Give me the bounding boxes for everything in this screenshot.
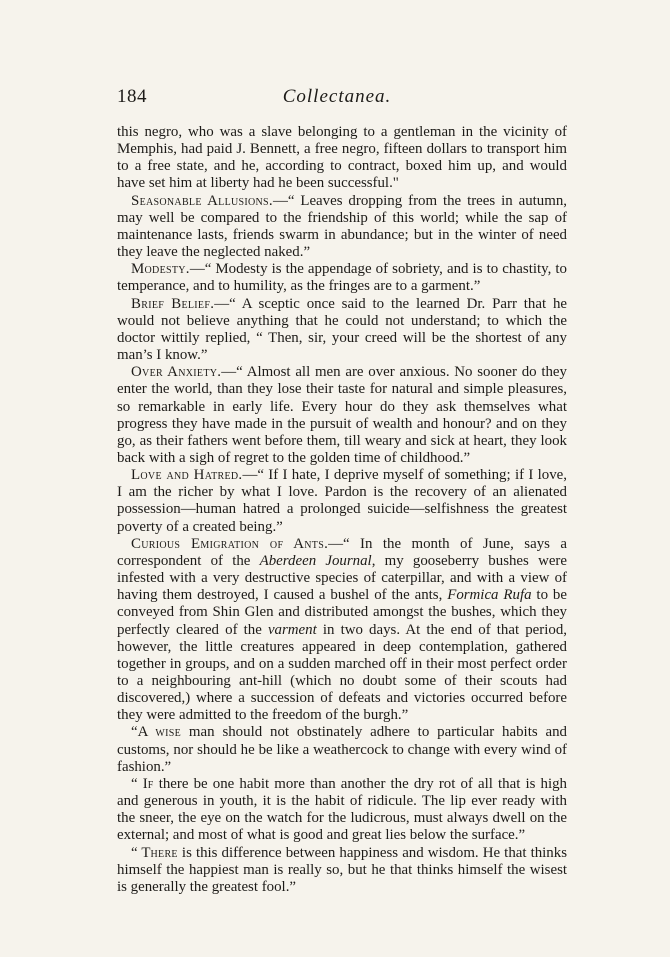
paragraph-lead: “ T bbox=[131, 844, 151, 861]
paragraph-modesty bbox=[117, 261, 567, 295]
paragraph-wise-man bbox=[117, 724, 567, 775]
paragraph-lead: “A bbox=[131, 724, 156, 741]
paragraph-continuation bbox=[117, 124, 567, 193]
paragraph-text: —“ Leaves dropping from the trees in autumn, may well be compared to the friendship of this world; while the sap of maintenance lasts, friends swarm in abundance; but in the winter of need they leave the neglected naked.” bbox=[117, 192, 567, 261]
running-title: Collectanea. bbox=[282, 86, 392, 107]
paragraph-text: —“ Modesty is the appendage of sobriety, and is to chastity, to temperance, and to humility, as the fringes are to a garment.” bbox=[117, 261, 567, 295]
paragraph-over-anxiety bbox=[117, 364, 567, 467]
page-header bbox=[117, 86, 557, 110]
italic-species-name: Formica Rufa bbox=[447, 587, 532, 604]
paragraph-happiness-and-wisdom bbox=[117, 845, 567, 896]
paragraph-text: this negro, who was a slave belonging to a gentleman in the vicinity of Memphis, had paid J. Bennett, a free negro, fifteen dollars to transport him to a free state, and he, according to contract, boxed him up, and would have set him at liberty had he been successful." bbox=[117, 124, 567, 192]
body-text bbox=[117, 124, 567, 896]
paragraph-heading: Modesty. bbox=[131, 261, 190, 278]
paragraph-love-and-hatred bbox=[117, 467, 567, 536]
paragraph-text: —“ In the month of June, says a correspondent of the bbox=[117, 535, 567, 569]
paragraph-seasonable-allusions bbox=[117, 193, 567, 262]
paragraph-text: is this difference between happiness and wisdom. He that thinks himself the happiest man is really so, but he that thinks himself the wisest is generally the greatest fool.” bbox=[117, 844, 567, 895]
paragraph-lead: “ I bbox=[131, 775, 148, 792]
paragraph-text: —“ A sceptic once said to the learned Dr. Parr that he would not believe anything that he could not understand; to which the doctor wittily replied, “ Then, sir, your creed will be the shortest of any man’s I know.” bbox=[117, 295, 567, 364]
paragraph-text: , my gooseberry bushes were infested with a very destructive species of caterpillar, and with a view of having them destroyed, I caused a bushel of the ants, bbox=[117, 552, 567, 604]
paragraph-text: in two days. At the end of that period, however, the little creatures appeared in deep contemplation, gathered together in groups, and on a sudden marched off in their most perfect order to a neighbouring ant-hill (which no doubt some of their scouts had discovered,) where a succession of defeats and victories occurred before they were admitted to the freedom of the burgh.” bbox=[117, 621, 567, 724]
italic-word: varment bbox=[267, 621, 317, 638]
paragraph-text: —“ If I hate, I deprive myself of something; if I love, I am the richer by what I love. Pardon is the recovery of an alienated possession—human hatred a prolonged suicide—selfishness the greatest poverty of a created being.” bbox=[117, 467, 567, 535]
paragraph-habit-of-ridicule bbox=[117, 776, 567, 845]
paragraph-heading: Seasonable Allusions. bbox=[131, 192, 273, 209]
paragraph-brief-belief bbox=[117, 296, 567, 365]
paragraph-heading: f bbox=[147, 775, 154, 792]
paragraph-heading: Love and Hatred. bbox=[131, 467, 243, 484]
page-number: 184 bbox=[117, 86, 147, 107]
paragraph-heading: here bbox=[150, 844, 178, 861]
paragraph-curious-emigration-of-ants bbox=[117, 536, 567, 725]
paragraph-heading: Over Anxiety. bbox=[131, 364, 222, 381]
italic-newspaper-title: Aberdeen Journal bbox=[259, 552, 372, 569]
paragraph-text: there be one habit more than another the dry rot of all that is high and generous in youth, it is the habit of ridicule. The lip ever ready with the sneer, the eye on the watch for the ludicrous, must always dwell on the external; and most of what is good and great lies below the surface.” bbox=[117, 775, 567, 844]
paragraph-text: man should not obstinately adhere to particular habits and customs, nor should he be like a weathercock to change with every wind of fashion.” bbox=[117, 724, 567, 775]
paragraph-text: —“ Almost all men are over anxious. No sooner do they enter the world, than they lose their taste for natural and simple pleasures, so remarkable in early life. Every hour do they ask themselves what progress they have made in the pursuit of wealth and honour? and on they go, as their fathers went before them, till weary and sick at heart, they look back with a sigh of regret to the golden time of childhood.” bbox=[117, 364, 567, 466]
paragraph-heading: wise bbox=[155, 724, 182, 741]
paragraph-heading: Brief Belief. bbox=[131, 295, 215, 312]
paragraph-heading: Curious Emigration of Ants. bbox=[131, 535, 329, 552]
paragraph-text: to be conveyed from Shin Glen and distributed amongst the bushes, which they perfectly cleared of the bbox=[117, 587, 567, 638]
